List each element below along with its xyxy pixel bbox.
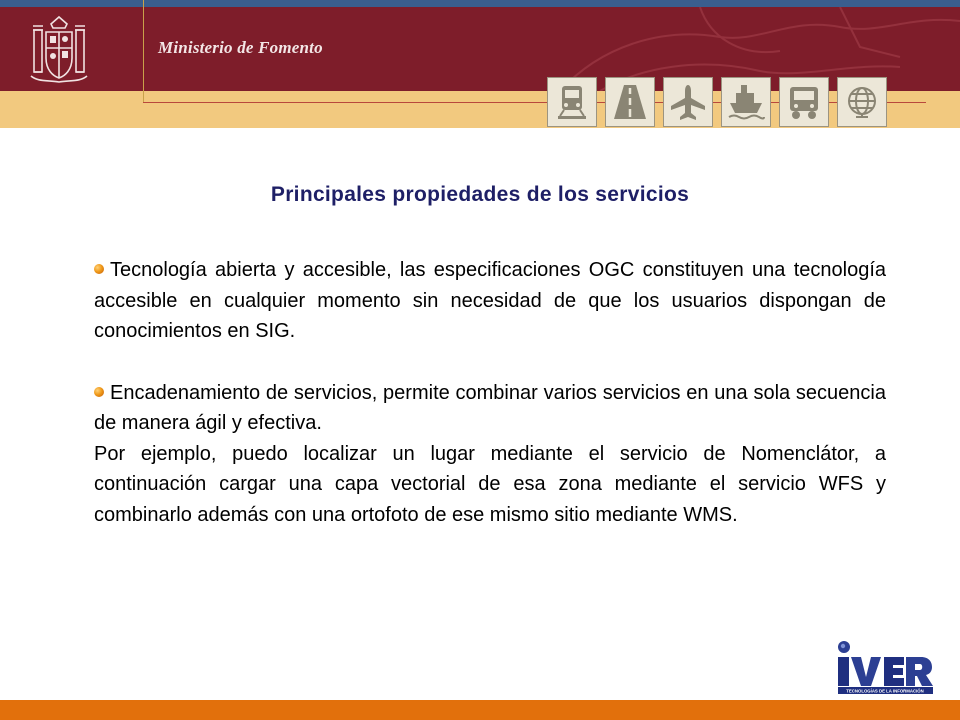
road-icon (605, 77, 655, 127)
paragraph-text: Tecnología abierta y accesible, las especificaciones OGC constituyen una tecnología accesible en cualquier momento sin necesidad de que los usuarios dispongan de conocimientos en SIG. (94, 259, 886, 342)
paragraph-text: Encadenamiento de servicios, permite combinar varios servicios en una sola secuencia de manera ágil y efectiva. (94, 381, 886, 434)
ship-icon (721, 77, 771, 127)
bullet-paragraph (94, 378, 886, 439)
bullet-icon (94, 264, 104, 274)
truck-icon (779, 77, 829, 127)
globe-icon (837, 77, 887, 127)
slide-body (94, 255, 886, 530)
airplane-icon (663, 77, 713, 127)
slide-title: Principales propiedades de los servicios (270, 183, 690, 206)
top-stripe (0, 0, 960, 7)
coat-of-arms-icon (28, 14, 90, 86)
transport-icons (547, 77, 887, 127)
divider-vertical (143, 0, 144, 103)
train-icon (547, 77, 597, 127)
bullet-icon (94, 387, 104, 397)
example-paragraph: Por ejemplo, puedo localizar un lugar mediante el servicio de Nomenclátor, a continuación cargar una capa vectorial de esa zona mediante el servicio WFS y combinarlo además con una ortofoto de ese mismo sitio mediante WMS. (94, 442, 886, 526)
bottom-bar (0, 700, 960, 720)
logo-tagline: TECNOLOGÍAS DE LA INFORMACIÓN (846, 688, 924, 694)
iver-logo (833, 636, 935, 696)
ministry-name: Ministerio de Fomento (158, 38, 323, 57)
bullet-paragraph (94, 255, 886, 347)
